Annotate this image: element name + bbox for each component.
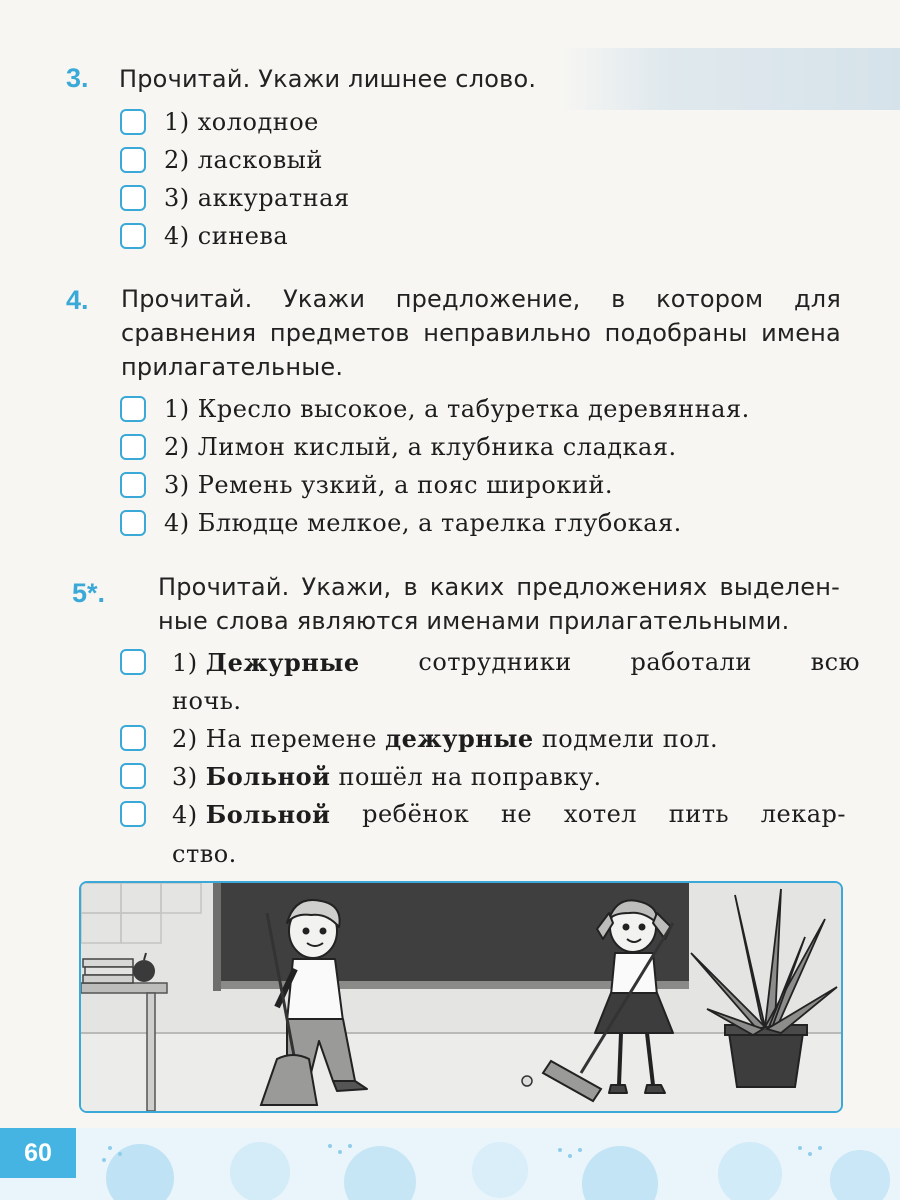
question-line <box>158 570 840 604</box>
question-word: каких <box>429 573 505 601</box>
checkbox[interactable] <box>120 649 146 675</box>
question-word: Укажи, <box>301 573 392 601</box>
option-label: 1) холодное <box>164 108 319 136</box>
task-4-number: 4. <box>66 285 89 315</box>
task-5-number: 5*. <box>72 578 106 608</box>
checkbox[interactable] <box>120 510 146 536</box>
question-line: прилагательные. <box>121 353 344 381</box>
question-word: предметов <box>269 319 410 347</box>
task-4-question <box>121 282 841 384</box>
circles-pattern-icon <box>0 1128 900 1200</box>
highlighted-word: Дежурные <box>205 647 360 677</box>
question-line <box>121 316 841 350</box>
question-word: Прочитай. <box>121 285 253 313</box>
checkbox[interactable] <box>120 763 146 789</box>
checkbox[interactable] <box>120 801 146 827</box>
task-3-option-2[interactable] <box>120 143 323 177</box>
checkbox[interactable] <box>120 109 146 135</box>
option-word: хотел <box>563 799 638 828</box>
task-5-option-2[interactable] <box>120 721 718 755</box>
question-word: котором <box>656 285 764 313</box>
option-word: всю <box>810 647 860 676</box>
task-5-option-3[interactable] <box>120 759 602 793</box>
option-word: пить <box>668 799 730 828</box>
task-3-option-3[interactable] <box>120 181 350 215</box>
option-word: работали <box>630 647 752 676</box>
checkbox[interactable] <box>120 185 146 211</box>
page-number-badge <box>0 1128 76 1178</box>
task-5-option-4[interactable] <box>120 797 846 831</box>
task-4-option-3[interactable] <box>120 468 613 502</box>
option-label: 4) Блюдце мелкое, а тарелка глубокая. <box>164 509 682 537</box>
task-4-option-4[interactable] <box>120 506 682 540</box>
question-word: выделен- <box>719 573 840 601</box>
option-label: 3) аккуратная <box>164 184 350 212</box>
task-5-question <box>158 570 840 638</box>
task-4-option-2[interactable] <box>120 430 677 464</box>
question-word: предложение, <box>395 285 581 313</box>
question-word: Укажи <box>283 285 366 313</box>
option-word: не <box>500 799 533 828</box>
checkbox[interactable] <box>120 147 146 173</box>
checkbox[interactable] <box>120 472 146 498</box>
task-3-question: Прочитай. Укажи лишнее слово. <box>119 65 537 93</box>
highlighted-word: дежурные <box>385 723 534 753</box>
checkbox[interactable] <box>120 725 146 751</box>
question-word: подобраны <box>604 319 748 347</box>
highlighted-word: Больной <box>205 761 331 791</box>
task-3-number: 3. <box>66 63 89 93</box>
option-label: 3) Ремень узкий, а пояс широкий. <box>164 471 613 499</box>
question-word: имена <box>761 319 841 347</box>
option-label: 1) Кресло высокое, а табуретка деревянная. <box>164 395 750 423</box>
question-word: предложениях <box>516 573 708 601</box>
page-number: 60 <box>24 1138 52 1167</box>
option-label: 2) ласковый <box>164 146 323 174</box>
classroom-scene-icon <box>81 883 841 1111</box>
option-continuation: ство. <box>172 840 237 868</box>
question-word: Прочитай. <box>158 573 290 601</box>
option-label <box>172 648 860 677</box>
option-label: 2) Лимон кислый, а клубника сладкая. <box>164 433 677 461</box>
option-label <box>172 800 846 829</box>
question-word: в <box>403 573 418 601</box>
task-5-option-1[interactable] <box>120 645 860 679</box>
question-word: для <box>793 285 841 313</box>
option-label: 2) На перемене дежурные подмели пол. <box>172 723 719 753</box>
option-word: ребёнок <box>362 799 470 828</box>
checkbox[interactable] <box>120 434 146 460</box>
option-word: лекар- <box>760 799 846 828</box>
question-word: в <box>611 285 626 313</box>
checkbox[interactable] <box>120 396 146 422</box>
question-line: ные слова являются именами прилагательными. <box>158 607 790 635</box>
task-3-option-1[interactable] <box>120 105 319 139</box>
question-word: сравнения <box>121 319 257 347</box>
classroom-illustration <box>79 881 843 1113</box>
highlighted-word: Больной <box>205 799 331 829</box>
task-4-option-1[interactable] <box>120 392 750 426</box>
option-word: 1) Дежурные <box>172 647 360 677</box>
task-3-option-4[interactable] <box>120 219 288 253</box>
option-word: 4) Больной <box>172 799 331 829</box>
option-label: 4) синева <box>164 222 289 250</box>
option-continuation: ночь. <box>172 687 242 715</box>
option-label: 3) Больной пошёл на поправку. <box>172 761 602 791</box>
question-line <box>121 282 841 316</box>
decorative-footer-strip <box>0 1128 900 1200</box>
checkbox[interactable] <box>120 223 146 249</box>
question-word: неправильно <box>423 319 592 347</box>
option-word: сотрудники <box>418 647 572 676</box>
